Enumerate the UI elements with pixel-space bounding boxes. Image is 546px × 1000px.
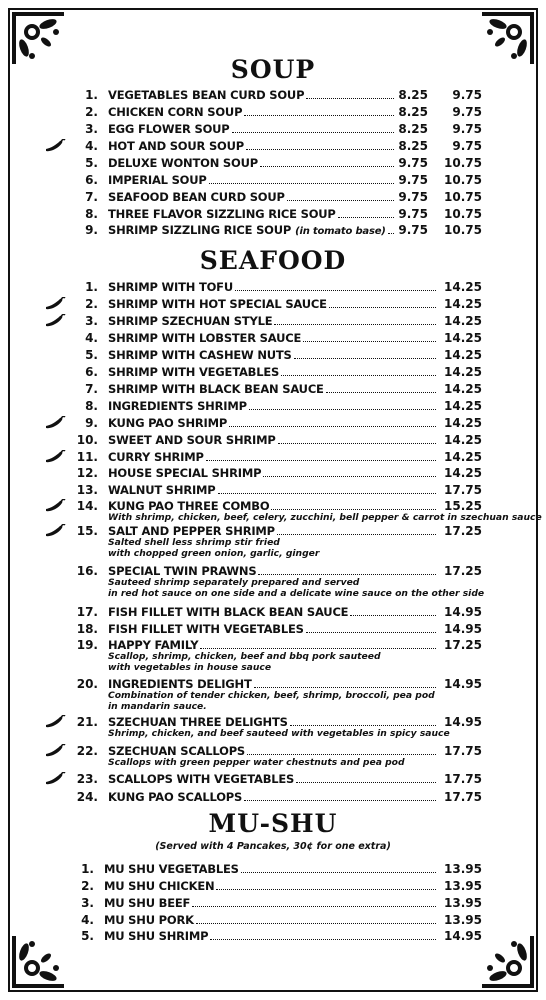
item-name <box>108 138 396 154</box>
item-number: 12. <box>76 466 98 480</box>
item-description: Combination of tender chicken, beef, shrimp, broccoli, pea pod <box>108 690 435 701</box>
item-number: 3. <box>85 314 98 328</box>
item-name-text: MU SHU SHRIMP <box>104 929 209 943</box>
item-number: 11. <box>76 450 98 464</box>
item-number: 23. <box>76 772 98 786</box>
item-price-small: 9.75 <box>398 207 428 221</box>
item-name <box>108 313 438 329</box>
leader-dots <box>303 341 436 342</box>
item-price-small: 8.25 <box>398 105 428 119</box>
leader-dots <box>192 906 436 907</box>
item-name <box>108 296 438 312</box>
item-price: 13.95 <box>444 879 482 893</box>
item-name <box>108 330 438 346</box>
soup-section-title: SOUP <box>230 55 316 84</box>
item-name <box>104 895 438 911</box>
item-name-text: THREE FLAVOR SIZZLING RICE SOUP <box>108 207 336 221</box>
item-number: 16. <box>76 564 98 578</box>
item-number: 6. <box>85 365 98 379</box>
leader-dots <box>196 923 436 924</box>
item-price-large: 10.75 <box>444 173 482 187</box>
leader-dots <box>216 889 436 890</box>
item-name-text: CURRY SHRIMP <box>108 450 204 464</box>
item-number: 19. <box>76 638 98 652</box>
item-name-text: SHRIMP WITH BLACK BEAN SAUCE <box>108 382 324 396</box>
item-name-text: SHRIMP WITH HOT SPECIAL SAUCE <box>108 297 327 311</box>
item-price: 13.95 <box>444 862 482 876</box>
item-name <box>104 861 438 877</box>
item-description: Scallop, shrimp, chicken, beef and bbq pork sauteed <box>108 651 381 662</box>
mushu-section-title: MU-SHU <box>208 809 338 838</box>
item-name <box>108 415 438 431</box>
item-number: 9. <box>85 223 98 237</box>
leader-dots <box>232 132 394 133</box>
item-name-text: DELUXE WONTON SOUP <box>108 156 258 170</box>
item-number: 4. <box>85 139 98 153</box>
item-name <box>108 381 438 397</box>
item-name <box>104 878 438 894</box>
item-price: 14.95 <box>444 605 482 619</box>
leader-dots <box>306 98 394 99</box>
item-price-large: 9.75 <box>452 139 482 153</box>
leader-dots <box>271 509 436 510</box>
leader-dots <box>287 200 394 201</box>
item-note: (in tomato base) <box>295 226 386 237</box>
item-price: 14.25 <box>444 331 482 345</box>
item-name <box>108 189 396 205</box>
item-description: Scallops with green pepper water chestnuts and pea pod <box>108 757 405 768</box>
item-name-text: KUNG PAO SHRIMP <box>108 416 228 430</box>
item-name <box>108 87 396 103</box>
item-price: 14.25 <box>444 314 482 328</box>
item-price: 14.95 <box>444 677 482 691</box>
item-description: with chopped green onion, garlic, ginger <box>108 548 320 559</box>
leader-dots <box>277 534 436 535</box>
item-name <box>108 482 438 498</box>
leader-dots <box>274 324 436 325</box>
item-name <box>108 347 438 363</box>
item-number: 2. <box>85 297 98 311</box>
item-price-small: 9.75 <box>398 173 428 187</box>
item-price: 17.75 <box>444 483 482 497</box>
leader-dots <box>338 217 394 218</box>
leader-dots <box>296 782 436 783</box>
leader-dots <box>241 872 436 873</box>
item-name <box>108 172 396 188</box>
item-price-small: 9.75 <box>398 223 428 237</box>
chili-pepper-icon <box>44 450 66 464</box>
item-number: 17. <box>76 605 98 619</box>
item-price: 14.25 <box>444 348 482 362</box>
item-name <box>108 604 438 620</box>
item-name <box>108 771 438 787</box>
item-price-large: 9.75 <box>452 88 482 102</box>
item-name-text: WALNUT SHRIMP <box>108 483 216 497</box>
item-name-text: MU SHU CHICKEN <box>104 879 215 893</box>
item-price-small: 8.25 <box>398 88 428 102</box>
item-price-small: 9.75 <box>398 190 428 204</box>
mushu-subtitle: (Served with 4 Pancakes, 30¢ for one extra) <box>155 841 391 852</box>
chili-pepper-icon <box>44 744 66 758</box>
chili-pepper-icon <box>44 772 66 786</box>
leader-dots <box>260 166 394 167</box>
leader-dots <box>244 115 394 116</box>
chili-pepper-icon <box>44 715 66 729</box>
item-price: 14.25 <box>444 433 482 447</box>
item-number: 22. <box>76 744 98 758</box>
leader-dots <box>326 392 436 393</box>
item-name <box>108 465 438 481</box>
item-name <box>108 279 438 295</box>
leader-dots <box>281 375 436 376</box>
item-number: 5. <box>81 929 94 943</box>
item-number: 21. <box>76 715 98 729</box>
floral-corner-icon <box>10 934 66 990</box>
item-description: in mandarin sauce. <box>108 701 207 712</box>
item-description: Salted shell less shrimp stir fried <box>108 537 280 548</box>
item-name-text: VEGETABLES BEAN CURD SOUP <box>108 88 305 102</box>
item-name <box>108 789 438 805</box>
item-name <box>108 206 396 222</box>
item-price: 13.95 <box>444 896 482 910</box>
item-number: 15. <box>76 524 98 538</box>
leader-dots <box>249 409 436 410</box>
item-name-text: EGG FLOWER SOUP <box>108 122 230 136</box>
item-name <box>108 155 396 171</box>
item-name-text: SHRIMP SZECHUAN STYLE <box>108 314 273 328</box>
item-description: Sauteed shrimp separately prepared and served <box>108 577 360 588</box>
item-number: 5. <box>85 348 98 362</box>
item-number: 9. <box>85 416 98 430</box>
item-number: 8. <box>85 399 98 413</box>
item-price: 14.25 <box>444 466 482 480</box>
leader-dots <box>294 358 436 359</box>
item-name <box>108 621 438 637</box>
item-price-large: 10.75 <box>444 207 482 221</box>
item-name-text: HAPPY FAMILY <box>108 638 199 652</box>
item-name-text: CHICKEN CORN SOUP <box>108 105 243 119</box>
item-price: 14.25 <box>444 416 482 430</box>
item-number: 7. <box>85 190 98 204</box>
item-price: 17.75 <box>444 772 482 786</box>
item-number: 5. <box>85 156 98 170</box>
item-name-text: SHRIMP WITH CASHEW NUTS <box>108 348 292 362</box>
item-name <box>108 398 438 414</box>
chili-pepper-icon <box>44 524 66 538</box>
item-name-text: IMPERIAL SOUP <box>108 173 207 187</box>
item-name-text: SPECIAL TWIN PRAWNS <box>108 564 257 578</box>
leader-dots <box>229 426 436 427</box>
item-name-text: SHRIMP WITH VEGETABLES <box>108 365 280 379</box>
leader-dots <box>329 307 436 308</box>
leader-dots <box>200 648 436 649</box>
item-number: 3. <box>81 896 94 910</box>
item-name-text: SWEET AND SOUR SHRIMP <box>108 433 276 447</box>
item-number: 20. <box>76 677 98 691</box>
item-name-text: INGREDIENTS SHRIMP <box>108 399 247 413</box>
leader-dots <box>306 632 436 633</box>
item-name <box>108 449 438 465</box>
chili-pepper-icon <box>44 139 66 153</box>
item-price-small: 8.25 <box>398 139 428 153</box>
item-price: 14.25 <box>444 297 482 311</box>
leader-dots <box>263 476 436 477</box>
item-number: 18. <box>76 622 98 636</box>
item-price: 17.25 <box>444 564 482 578</box>
chili-pepper-icon <box>44 297 66 311</box>
item-name-text: INGREDIENTS DELIGHT <box>108 677 252 691</box>
item-number: 14. <box>76 499 98 513</box>
item-name-text: FISH FILLET WITH VEGETABLES <box>108 622 304 636</box>
item-name-text: SHRIMP WITH LOBSTER SAUCE <box>108 331 302 345</box>
item-name-text: SALT AND PEPPER SHRIMP <box>108 524 275 538</box>
item-name-text: MU SHU BEEF <box>104 896 191 910</box>
item-price-large: 10.75 <box>444 190 482 204</box>
item-price: 14.25 <box>444 399 482 413</box>
leader-dots <box>206 460 436 461</box>
leader-dots <box>290 725 436 726</box>
leader-dots <box>218 493 436 494</box>
seafood-section-title: SEAFOOD <box>199 246 347 275</box>
item-number: 3. <box>85 122 98 136</box>
leader-dots <box>350 615 436 616</box>
item-number: 4. <box>85 331 98 345</box>
item-name-text: FISH FILLET WITH BLACK BEAN SAUCE <box>108 605 349 619</box>
item-name <box>108 432 438 448</box>
leader-dots <box>254 687 436 688</box>
item-number: 7. <box>85 382 98 396</box>
item-name-text: SZECHUAN SCALLOPS <box>108 744 246 758</box>
item-name-text: MU SHU PORK <box>104 913 194 927</box>
leader-dots <box>247 754 436 755</box>
item-price: 17.25 <box>444 524 482 538</box>
item-name-text: KUNG PAO SCALLOPS <box>108 790 243 804</box>
item-price-large: 10.75 <box>444 223 482 237</box>
chili-pepper-icon <box>44 499 66 513</box>
item-price: 14.25 <box>444 280 482 294</box>
item-price: 17.75 <box>444 744 482 758</box>
floral-corner-icon <box>480 934 536 990</box>
item-price: 14.25 <box>444 450 482 464</box>
item-description: Shrimp, chicken, and beef sauteed with vegetables in spicy sauce <box>108 728 450 739</box>
leader-dots <box>246 149 394 150</box>
item-price-large: 9.75 <box>452 105 482 119</box>
item-price-large: 9.75 <box>452 122 482 136</box>
item-price-large: 10.75 <box>444 156 482 170</box>
item-price: 15.25 <box>444 499 482 513</box>
item-number: 2. <box>81 879 94 893</box>
item-number: 1. <box>81 862 94 876</box>
leader-dots <box>258 574 436 575</box>
leader-dots <box>209 183 394 184</box>
item-name-text: HOT AND SOUR SOUP <box>108 139 245 153</box>
item-name-text: SZECHUAN THREE DELIGHTS <box>108 715 288 729</box>
item-name-text: KUNG PAO THREE COMBO <box>108 499 270 513</box>
item-description: with vegetables in house sauce <box>108 662 272 673</box>
item-price: 14.95 <box>444 715 482 729</box>
chili-pepper-icon <box>44 416 66 430</box>
item-price: 14.95 <box>444 622 482 636</box>
item-price: 14.95 <box>444 929 482 943</box>
item-number: 1. <box>85 88 98 102</box>
item-price: 13.95 <box>444 913 482 927</box>
item-number: 24. <box>76 790 98 804</box>
leader-dots <box>235 290 436 291</box>
item-name-text: HOUSE SPECIAL SHRIMP <box>108 466 262 480</box>
item-price: 17.75 <box>444 790 482 804</box>
item-number: 4. <box>81 913 94 927</box>
leader-dots <box>278 443 436 444</box>
item-number: 6. <box>85 173 98 187</box>
item-name <box>108 104 396 120</box>
item-number: 2. <box>85 105 98 119</box>
chili-pepper-icon <box>44 314 66 328</box>
item-name <box>108 121 396 137</box>
item-name-text: SHRIMP SIZZLING RICE SOUP <box>108 223 292 237</box>
item-name-text: SCALLOPS WITH VEGETABLES <box>108 772 295 786</box>
item-name-text: SHRIMP WITH TOFU <box>108 280 233 294</box>
item-price-small: 8.25 <box>398 122 428 136</box>
item-name <box>108 364 438 380</box>
leader-dots <box>244 800 436 801</box>
item-price: 17.25 <box>444 638 482 652</box>
item-price: 14.25 <box>444 365 482 379</box>
item-price: 14.25 <box>444 382 482 396</box>
item-number: 13. <box>76 483 98 497</box>
item-number: 8. <box>85 207 98 221</box>
item-name-text: SEAFOOD BEAN CURD SOUP <box>108 190 285 204</box>
item-name <box>104 912 438 928</box>
item-number: 1. <box>85 280 98 294</box>
item-price-small: 9.75 <box>398 156 428 170</box>
item-name <box>108 222 396 240</box>
item-number: 10. <box>76 433 98 447</box>
item-description: With shrimp, chicken, beef, celery, zucchini, bell pepper & carrot in szechuan sauce <box>108 512 542 523</box>
item-name-text: MU SHU VEGETABLES <box>104 862 239 876</box>
item-name <box>104 928 438 944</box>
item-description: in red hot sauce on one side and a delicate wine sauce on the other side <box>108 588 485 599</box>
leader-dots <box>210 939 436 940</box>
